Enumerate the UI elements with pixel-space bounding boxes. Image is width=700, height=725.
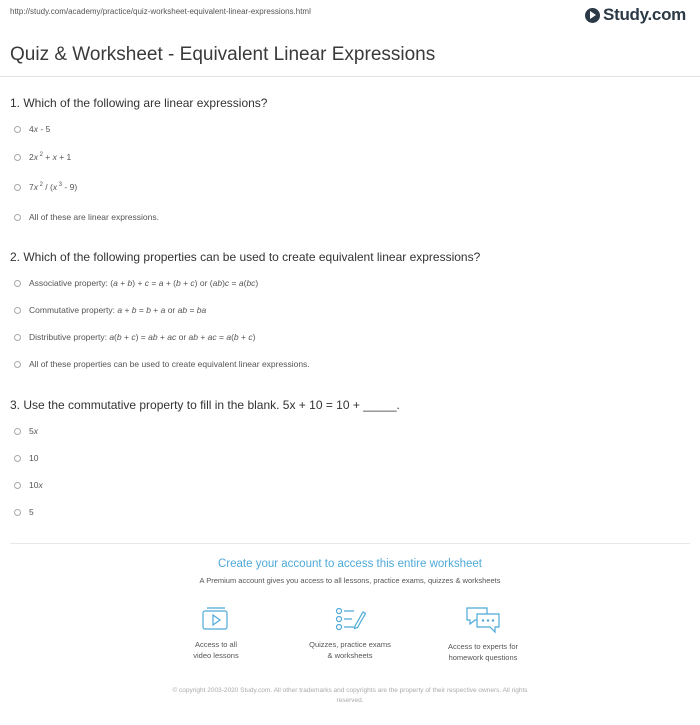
answer-text: 4x - 5	[29, 124, 51, 134]
feature-label-line: Quizzes, practice exams	[309, 640, 391, 649]
feature-experts	[423, 604, 543, 663]
radio-button[interactable]	[14, 280, 21, 287]
study-logo[interactable]	[585, 5, 686, 25]
copyright-notice	[120, 686, 580, 706]
radio-button[interactable]	[14, 154, 21, 161]
question-3: 3. Use the commutative property to fill in the blank. 5x + 10 = 10 + _____.	[10, 398, 400, 412]
answer-option[interactable]	[14, 332, 255, 342]
quiz-list-icon	[333, 604, 367, 634]
answer-text: All of these properties can be used to create equivalent linear expressions.	[29, 359, 310, 369]
logo-text: Study.com	[603, 5, 686, 24]
section-divider	[10, 543, 690, 544]
feature-label-line: video lessons	[193, 651, 239, 660]
page-url: http://study.com/academy/practice/quiz-worksheet-equivalent-linear-expressions.html	[10, 7, 311, 16]
radio-button[interactable]	[14, 184, 21, 191]
answer-text: 10x	[29, 480, 43, 490]
question-2: 2. Which of the following properties can be used to create equivalent linear expressions?	[10, 250, 481, 264]
top-bar	[0, 0, 700, 32]
radio-button[interactable]	[14, 214, 21, 221]
answer-option[interactable]	[14, 426, 38, 436]
page-title: Quiz & Worksheet - Equivalent Linear Expressions	[10, 44, 436, 65]
radio-button[interactable]	[14, 509, 21, 516]
answer-option[interactable]	[14, 305, 206, 315]
chat-bubbles-icon	[464, 604, 502, 636]
radio-button[interactable]	[14, 334, 21, 341]
radio-button[interactable]	[14, 482, 21, 489]
answer-text: Commutative property: a + b = b + a or ab = ba	[29, 305, 207, 315]
copyright-line: reserved.	[336, 697, 364, 704]
answer-option[interactable]	[14, 453, 38, 463]
radio-button[interactable]	[14, 455, 21, 462]
answer-text: 5	[29, 507, 34, 517]
answer-text: All of these are linear expressions.	[29, 212, 159, 222]
feature-label-line: Access to all	[194, 640, 238, 649]
radio-button[interactable]	[14, 428, 21, 435]
create-account-link[interactable]: Create your account to access this entire worksheet	[218, 558, 482, 570]
feature-label-line: Access to experts for	[447, 642, 519, 651]
answer-option[interactable]	[14, 124, 50, 134]
answer-option[interactable]	[14, 278, 258, 288]
premium-description: A Premium account gives you access to all lessons, practice exams, quizzes & worksheets	[199, 576, 501, 585]
answer-option[interactable]	[14, 182, 77, 192]
video-play-icon	[201, 604, 231, 634]
answer-text: Associative property: (a + b) + c = a + (b + c) or (ab)c = a(bc)	[29, 278, 259, 288]
play-logo-icon	[585, 8, 600, 23]
feature-label-line: homework questions	[448, 653, 518, 662]
radio-button[interactable]	[14, 361, 21, 368]
feature-quizzes	[290, 604, 410, 661]
answer-option[interactable]	[14, 152, 71, 162]
answer-text: 2x $^2$ + x + 1	[29, 152, 72, 162]
answer-text: 7x $^2$ / (x $^3$ - 9)	[29, 182, 78, 192]
radio-button[interactable]	[14, 126, 21, 133]
copyright-line: © copyright 2003-2020 Study.com. All other trademarks and copyrights are the property of their respective owners. All rights	[172, 687, 528, 694]
radio-button[interactable]	[14, 307, 21, 314]
answer-text: 5x	[29, 426, 38, 436]
question-1: 1. Which of the following are linear expressions?	[10, 96, 268, 110]
feature-label-line: & worksheets	[327, 651, 373, 660]
answer-option[interactable]	[14, 212, 159, 222]
answer-option[interactable]	[14, 507, 34, 517]
answer-text: Distributive property: a(b + c) = ab + ac or ab + ac = a(b + c)	[29, 332, 256, 342]
title-divider	[0, 76, 700, 77]
answer-option[interactable]	[14, 480, 43, 490]
answer-text: 10	[29, 453, 39, 463]
answer-option[interactable]	[14, 359, 310, 369]
feature-video-lessons	[156, 604, 276, 661]
